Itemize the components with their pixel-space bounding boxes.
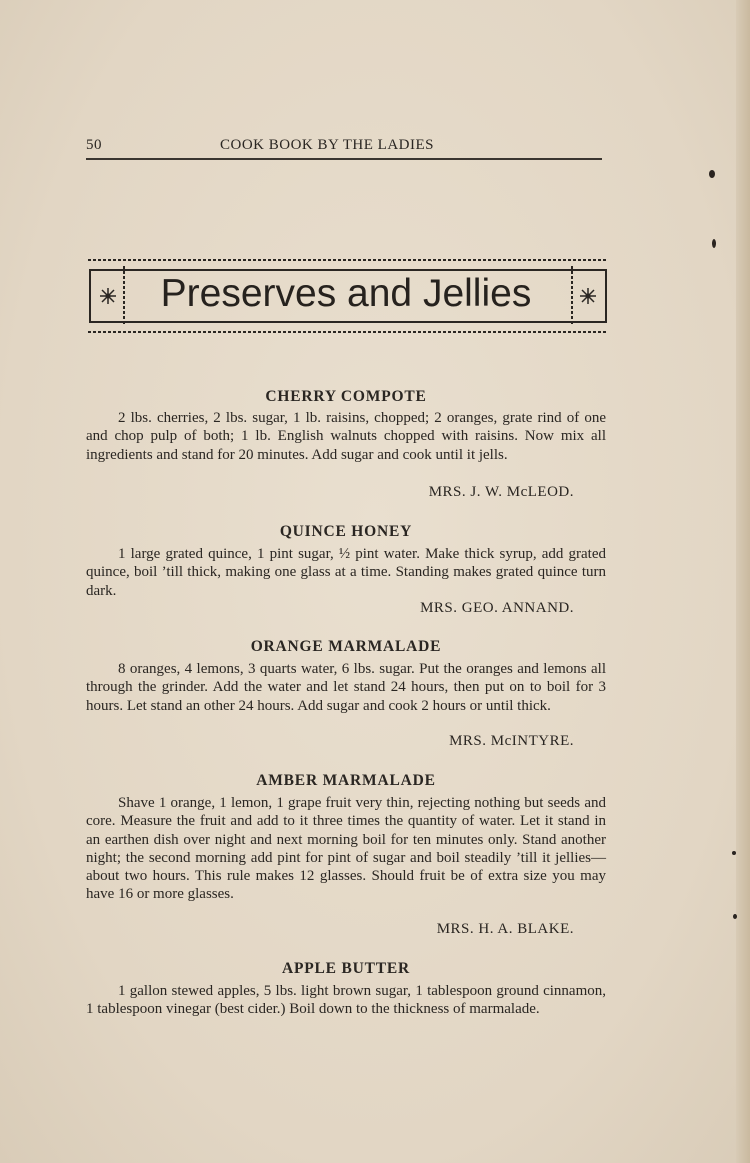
page-edge: [736, 0, 750, 1163]
ink-spot: [732, 851, 736, 855]
recipe-text: Shave 1 orange, 1 lemon, 1 grape fruit very thin, rejecting nothing but seeds and core. Measure the fruit and add to it three times the quantity of water. Let it stand in an earthen dish over night and next morning boil for ten minutes only. Stand another night; the second morning add pint for pint of sugar and boil steadily ’till it jellies—about two hours. This rule makes 12 glasses. Should fruit be of extra size you may have 16 or more glasses.: [86, 795, 606, 903]
flower-ornament-icon: [580, 288, 596, 304]
recipe-author: MRS. H. A. BLAKE.: [436, 921, 574, 937]
book-title: COOK BOOK BY THE LADIES: [220, 137, 434, 153]
recipe-title: QUINCE HONEY: [279, 523, 413, 540]
recipe-title: AMBER MARMALADE: [256, 772, 436, 789]
recipe-text: 1 gallon stewed apples, 5 lbs. light brown sugar, 1 tablespoon ground cinnamon, 1 tablespoon vinegar (best cider.) Boil down to the thickness of marmalade.: [86, 983, 606, 1018]
recipe-text: 2 lbs. cherries, 2 lbs. sugar, 1 lb. raisins, chopped; 2 oranges, grate rind of one and chop pulp of both; 1 lb. English walnuts chopped with raisins. Now mix all ingredients and stand for 20 minutes. Add sugar and cook until it jells.: [86, 410, 606, 463]
recipe-text: 8 oranges, 4 lemons, 3 quarts water, 6 lbs. sugar. Put the oranges and lemons all through the grinder. Add the water and let stand 24 hours, then put on to boil for 3 hours. Let stand an other 24 hours. Add sugar and cook 2 hours or until thick.: [86, 661, 606, 714]
running-header: [86, 137, 606, 157]
recipe-text: 1 large grated quince, 1 pint sugar, ½ pint water. Make thick syrup, add grated quince, boil ’till thick, making one glass at a time. Standing makes grated quince turn dark.: [86, 546, 606, 599]
recipe-title: ORANGE MARMALADE: [250, 638, 442, 655]
flower-ornament-icon: [100, 288, 116, 304]
ink-spot: [712, 239, 716, 248]
header-rule: [86, 158, 602, 160]
section-banner: [86, 256, 612, 336]
page-number: 50: [86, 137, 102, 153]
recipe-author: MRS. GEO. ANNAND.: [420, 600, 574, 616]
ink-spot: [709, 170, 715, 178]
recipe-author: MRS. McINTYRE.: [449, 733, 574, 749]
recipe-author: MRS. J. W. McLEOD.: [428, 484, 574, 500]
recipe-title: CHERRY COMPOTE: [265, 388, 427, 405]
section-title: Preserves and Jellies: [160, 272, 532, 315]
recipe-title: APPLE BUTTER: [281, 960, 411, 977]
ink-spot: [733, 914, 737, 919]
